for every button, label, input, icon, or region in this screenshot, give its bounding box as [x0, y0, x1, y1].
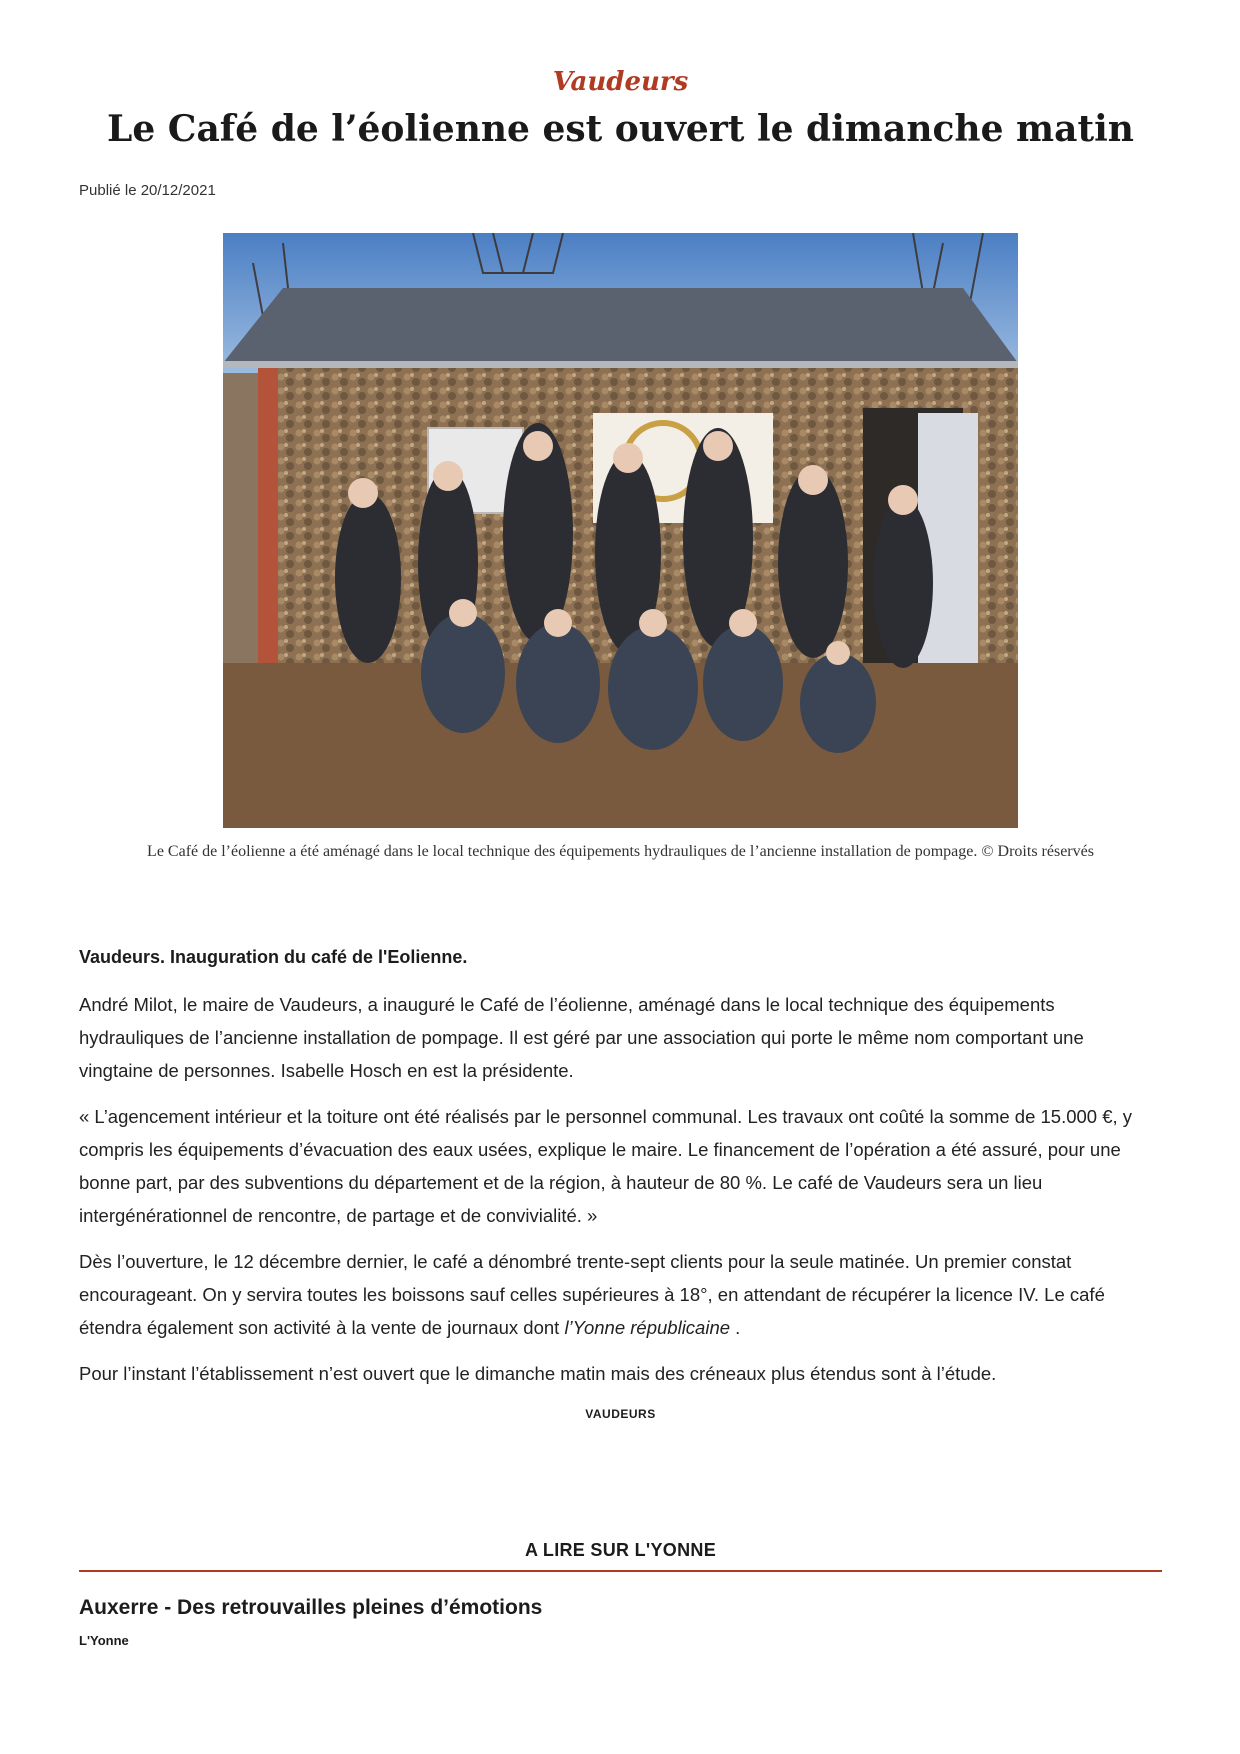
article-body — [79, 943, 1162, 1403]
article-title: Le Café de l’éolienne est ouvert le dimanche matin — [107, 108, 1134, 150]
related-article-link[interactable]: Auxerre - Des retrouvailles pleines d’émotions — [79, 1596, 543, 1619]
photo-caption: Le Café de l’éolienne a été aménagé dans le local technique des équipements hydrauliques de l’ancienne installation de pompage. © Droits réservés — [147, 843, 1094, 860]
publication-date: Publié le 20/12/2021 — [79, 182, 216, 199]
article-lead: Vaudeurs. Inauguration du café de l'Eolienne. — [79, 947, 468, 967]
article-tag[interactable]: VAUDEURS — [585, 1407, 656, 1421]
related-divider — [79, 1570, 1162, 1572]
article-photo[interactable] — [223, 233, 1018, 828]
related-article-source: L'Yonne — [79, 1633, 129, 1648]
article-paragraph-3 — [79, 1245, 1162, 1344]
newspaper-name: l’Yonne républicaine — [564, 1317, 731, 1338]
group-photo-illustration — [223, 233, 1018, 828]
article-kicker[interactable]: Vaudeurs — [552, 67, 689, 97]
article-paragraph-1: André Milot, le maire de Vaudeurs, a inauguré le Café de l’éolienne, aménagé dans le local technique des équipements hydrauliques de l’ancienne installation de pompage. Il est géré par une association qui porte le même nom comportant une vingtaine de personnes. Isabelle Hosch en est la présidente. — [79, 994, 1084, 1081]
article-paragraph-2: « L’agencement intérieur et la toiture ont été réalisés par le personnel communal. Les travaux ont coûté la somme de 15.000 €, y compris les équipements d’évacuation des eaux usées, explique le maire. Le financement de l’opération a été assuré, pour une bonne part, par des subventions du département et de la région, à hauteur de 80 %. Le café de Vaudeurs sera un lieu intergénérationnel de rencontre, de partage et de convivialité. » — [79, 1106, 1133, 1226]
article-paragraph-4: Pour l’instant l’établissement n’est ouvert que le dimanche matin mais des créneaux plus étendus sont à l’étude. — [79, 1363, 997, 1384]
paragraph-3-end: . — [730, 1317, 741, 1338]
related-heading: A LIRE SUR L'YONNE — [524, 1540, 717, 1560]
paragraph-3-text: Dès l’ouverture, le 12 décembre dernier, le café a dénombré trente-sept clients pour la seule matinée. Un premier constat encourageant. On y servira toutes les boissons sauf celles supérieures à 18°, en attendant de récupérer la licence IV. Le café étendra également son activité à la vente de journaux dont — [79, 1251, 1105, 1338]
